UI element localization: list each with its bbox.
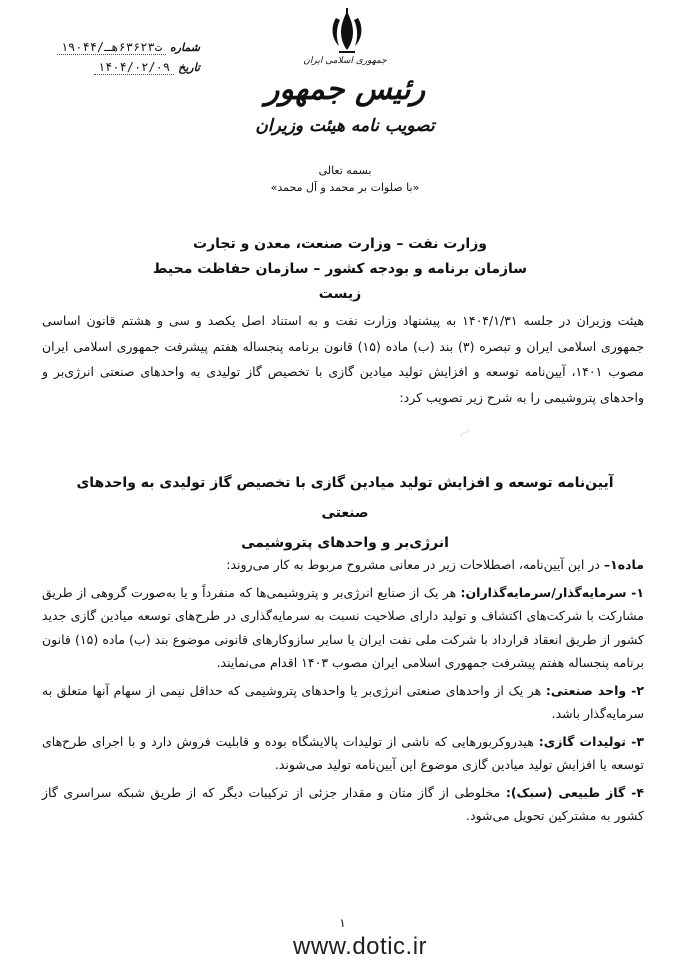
recipients-line-1: وزارت نفت – وزارت صنعت، معدن و تجارت bbox=[193, 236, 487, 252]
watermark: ~ bbox=[453, 420, 477, 446]
intro-paragraph: هیئت وزیران در جلسه ۱۴۰۴/۱/۳۱ به پیشنهاد وزارت نفت و به استناد اصل یکصد و سی و هشتم قانون اساسی جمهوری اسلامی ایران و تبصره (۳) بند (ب) ماده (۱۵) قانون برنامه پنجساله هفتم پیشرفت جمهوری اسلامی ایران مصوب ۱۴۰۱، آیین‌نامه توسعه و افزایش تولید میادین گازی با تخصیص گاز تولیدی به واحدهای صنعتی انرژی‌بر و واحدهای پتروشیمی را به شرح زیر تصویب کرد: bbox=[42, 313, 645, 405]
president-title: رئیس جمهور bbox=[264, 72, 426, 107]
definition-term: ۲- واحد صنعتی: bbox=[545, 682, 644, 698]
definition-item bbox=[42, 679, 644, 726]
definition-term: ۴- گاز طبیعی (سبک): bbox=[505, 784, 644, 800]
regulation-body bbox=[42, 553, 644, 832]
letter-number: ۱۹۰۴۴/ت۶۳۶۲۳هـ bbox=[57, 40, 166, 55]
recipients-line-2: سازمان برنامه و بودجه کشور – سازمان حفاظت محیط زیست bbox=[152, 261, 528, 302]
definition-term: ۱- سرمایه‌گذار/سرمایه‌گذاران: bbox=[460, 584, 644, 600]
definition-term: ۳- تولیدات گازی: bbox=[538, 733, 644, 749]
regulation-title-line-1: آیین‌نامه توسعه و افزایش تولید میادین گازی با تخصیص گاز تولیدی به واحدهای صنعتی bbox=[76, 475, 614, 521]
definition-item bbox=[42, 581, 644, 675]
number-label: شماره bbox=[169, 41, 200, 54]
definition-text: هر یک از واحدهای صنعتی انرژی‌بر یا واحدهای پتروشیمی که حداقل نیمی از سهام آنها متعلق به سرمایه‌گذار باشد. bbox=[42, 682, 644, 721]
regulation-title bbox=[60, 468, 630, 558]
basmala bbox=[200, 162, 490, 196]
website-link[interactable]: www.dotic.ir bbox=[292, 933, 428, 960]
definition-text: مخلوطی از گاز متان و مقدار جزئی از ترکیبات دیگر که از طریق شبکه سراسری گاز کشور به مشترکین تحویل می‌شود. bbox=[42, 784, 644, 823]
republic-label: جمهوری اسلامی ایران bbox=[303, 56, 387, 66]
definition-text: هیدروکربورهایی که ناشی از تولیدات پالایشگاه بوده و قابلیت فروش دارد و با اجرای طرح‌های توسعه یا افزایش تولید میادین گازی موضوع این آیین‌نامه تولید می‌شوند. bbox=[42, 733, 644, 772]
approval-title: تصویب نامه هیئت وزیران bbox=[255, 116, 435, 136]
definition-text: هر یک از صنایع انرژی‌بر و پتروشیمی‌ها که منفرداً و یا به‌صورت گروهی از طریق مشارکت با شرکت‌های اکتشاف و تولید دارای صلاحیت نسبت به سرمایه‌گذاری در طرح‌های توسعه میادین گازی جدید کشور از طریق انعقاد قرارداد با شرکت ملی نفت ایران یا سایر سازوکارهای قانونی موضوع بند (ب) ماده (۱۵) قانون برنامه پنجساله هفتم پیشرفت جمهوری اسلامی ایران مصوب ۱۴۰۳ اقدام می‌نمایند. bbox=[42, 584, 644, 670]
page-number: ۱ bbox=[339, 916, 346, 930]
iran-emblem-icon bbox=[327, 8, 367, 54]
definition-item bbox=[42, 781, 644, 828]
article-1 bbox=[42, 553, 644, 577]
regulation-title-line-2: انرژی‌بر و واحدهای پتروشیمی bbox=[241, 535, 449, 551]
recipients bbox=[130, 232, 550, 307]
number-row bbox=[30, 40, 200, 60]
letter-meta bbox=[30, 40, 200, 80]
basmala-line-1: بسمه تعالی bbox=[318, 164, 372, 177]
article-1-label: ماده۱– bbox=[603, 557, 644, 572]
definition-item bbox=[42, 730, 644, 777]
date-row bbox=[30, 60, 200, 80]
letter-date: ۱۴۰۴/۰۲/۰۹ bbox=[94, 60, 174, 75]
date-label: تاریخ bbox=[178, 61, 200, 74]
article-1-text: در این آیین‌نامه، اصطلاحات زیر در معانی مشروح مربوط به کار می‌روند: bbox=[226, 557, 600, 572]
basmala-line-2: «با صلوات بر محمد و آل محمد» bbox=[270, 181, 420, 194]
